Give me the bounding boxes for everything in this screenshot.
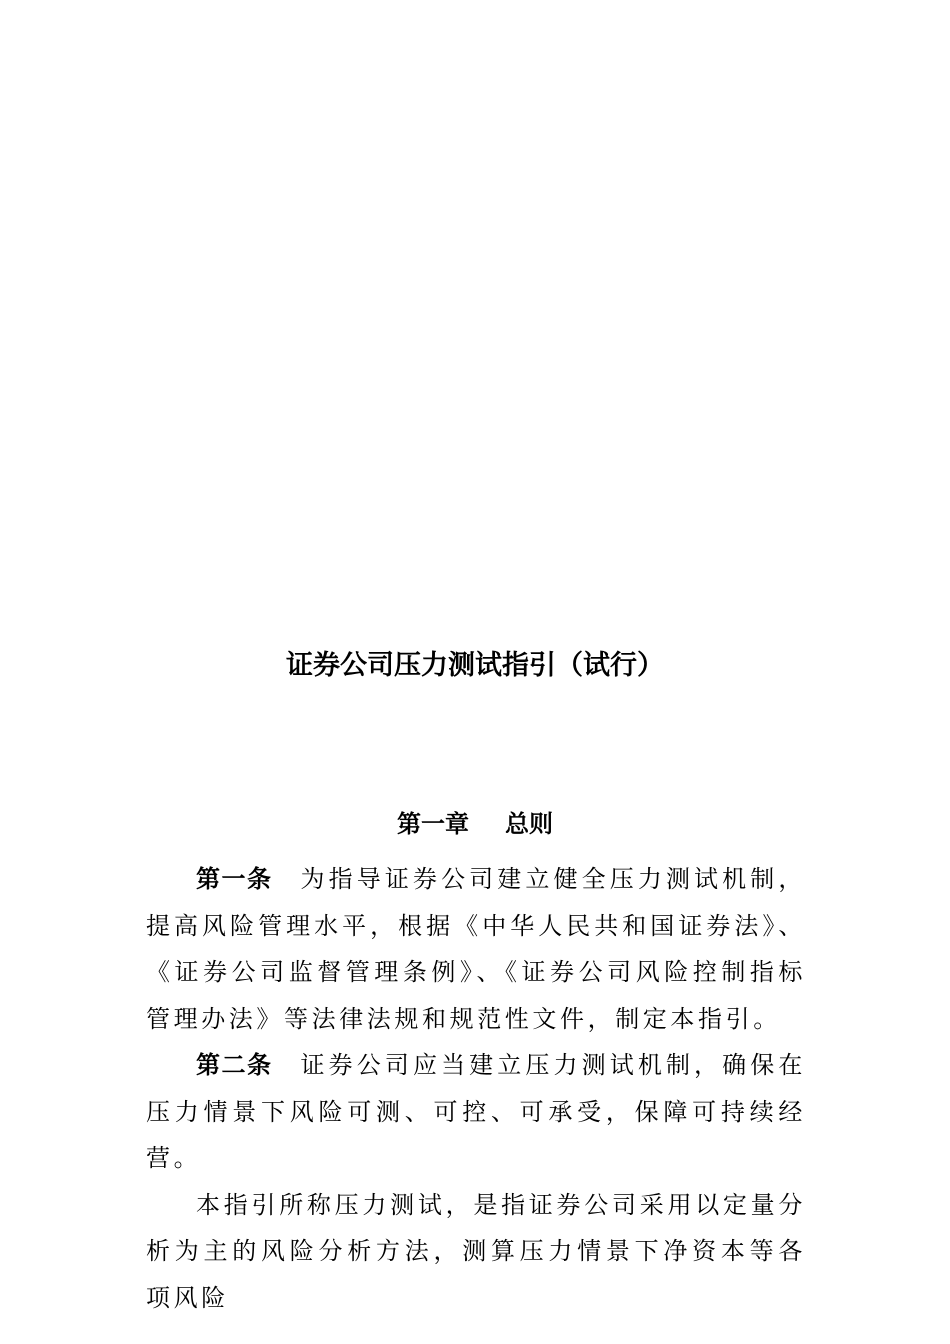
article-2-continuation-text: 本指引所称压力测试，是指证券公司采用以定量分析为主的风险分析方法，测算压力情景下净资本等各项风险: [146, 1190, 806, 1312]
document-title: 证券公司压力测试指引（试行）: [286, 650, 664, 681]
article-1-paragraph: [146, 856, 806, 1042]
chapter-label: 第一章: [397, 809, 469, 838]
article-2-label: 第二条: [196, 1050, 273, 1079]
article-2-text: 证券公司应当建立压力测试机制，确保在压力情景下风险可测、可控、可承受，保障可持续经营。: [146, 1051, 806, 1172]
body-text: [146, 856, 806, 1321]
article-1-text: 为指导证券公司建立健全压力测试机制，提高风险管理水平，根据《中华人民共和国证券法》、《证券公司监督管理条例》、《证券公司风险控制指标管理办法》等法律法规和规范性文件，制定本指引。: [146, 865, 806, 1033]
article-1-label: 第一条: [196, 864, 273, 893]
article-2-paragraph: [146, 1042, 806, 1182]
article-2-continuation-paragraph: [146, 1182, 806, 1322]
chapter-heading: [0, 806, 950, 842]
chapter-name: 总则: [505, 809, 553, 838]
